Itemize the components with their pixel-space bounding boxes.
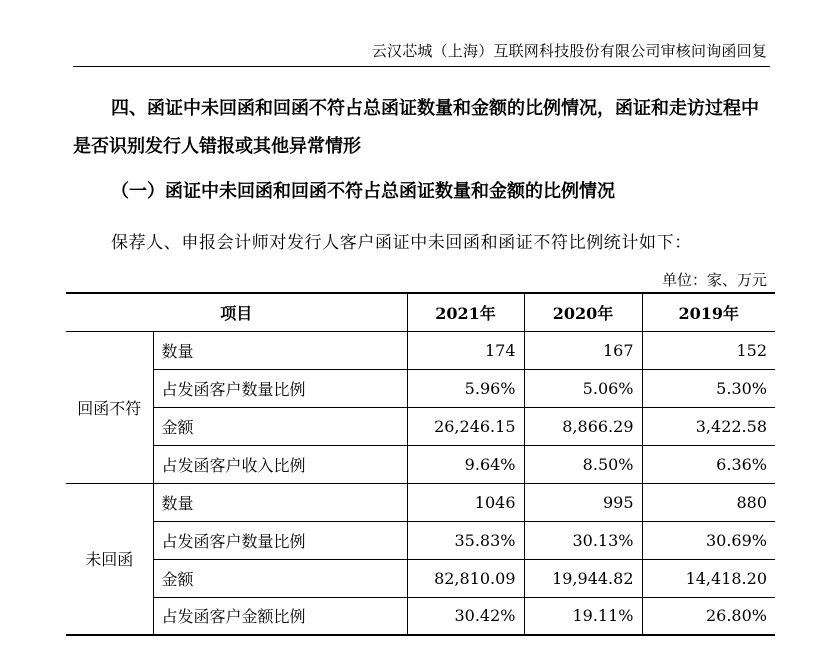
table-row xyxy=(66,559,775,597)
table-row xyxy=(66,331,775,369)
confirmation-ratio-table xyxy=(66,292,775,636)
row-item-label: 占发函客户数量比例 xyxy=(153,521,407,559)
table-row xyxy=(66,445,775,483)
row-group-label: 未回函 xyxy=(66,483,153,635)
cell-2020: 30.13% xyxy=(524,521,642,559)
row-group-label: 回函不符 xyxy=(66,331,153,483)
header-divider xyxy=(73,66,770,67)
row-item-label: 占发函客户收入比例 xyxy=(153,445,407,483)
cell-2020: 8,866.29 xyxy=(524,407,642,445)
table-row xyxy=(66,369,775,407)
cell-2021: 35.83% xyxy=(407,521,524,559)
cell-2019: 30.69% xyxy=(642,521,775,559)
column-header-item: 项目 xyxy=(66,293,407,331)
cell-2020: 19.11% xyxy=(524,597,642,635)
cell-2019: 3,422.58 xyxy=(642,407,775,445)
cell-2020: 19,944.82 xyxy=(524,559,642,597)
cell-2020: 995 xyxy=(524,483,642,521)
document-header: 云汉芯城（上海）互联网科技股份有限公司审核问询函回复 xyxy=(371,42,767,60)
cell-2020: 167 xyxy=(524,331,642,369)
table-header-row xyxy=(66,293,775,331)
intro-paragraph: 保荐人、申报会计师对发行人客户函证中未回函和函证不符比例统计如下： xyxy=(111,233,692,253)
row-item-label: 金额 xyxy=(153,407,407,445)
cell-2019: 880 xyxy=(642,483,775,521)
cell-2019: 6.36% xyxy=(642,445,775,483)
row-item-label: 数量 xyxy=(153,483,407,521)
cell-2021: 174 xyxy=(407,331,524,369)
cell-2020: 5.06% xyxy=(524,369,642,407)
row-item-label: 占发函客户金额比例 xyxy=(153,597,407,635)
unit-label: 单位：家、万元 xyxy=(661,271,767,289)
subsection-heading: （一）函证中未回函和回函不符占总函证数量和金额的比例情况 xyxy=(111,181,615,202)
cell-2021: 82,810.09 xyxy=(407,559,524,597)
column-header-2019: 2019年 xyxy=(642,293,775,331)
cell-2019: 5.30% xyxy=(642,369,775,407)
column-header-2020: 2020年 xyxy=(524,293,642,331)
table-row xyxy=(66,483,775,521)
row-item-label: 数量 xyxy=(153,331,407,369)
row-item-label: 占发函客户数量比例 xyxy=(153,369,407,407)
cell-2021: 26,246.15 xyxy=(407,407,524,445)
table-row xyxy=(66,407,775,445)
cell-2021: 1046 xyxy=(407,483,524,521)
cell-2019: 152 xyxy=(642,331,775,369)
cell-2021: 9.64% xyxy=(407,445,524,483)
row-item-label: 金额 xyxy=(153,559,407,597)
table-row xyxy=(66,521,775,559)
cell-2021: 5.96% xyxy=(407,369,524,407)
section-heading: 四、函证中未回函和回函不符占总函证数量和金额的比例情况，函证和走访过程中是否识别发行人错报或其他异常情形 xyxy=(73,98,759,157)
cell-2019: 26.80% xyxy=(642,597,775,635)
table-row xyxy=(66,597,775,635)
cell-2019: 14,418.20 xyxy=(642,559,775,597)
cell-2021: 30.42% xyxy=(407,597,524,635)
cell-2020: 8.50% xyxy=(524,445,642,483)
column-header-2021: 2021年 xyxy=(407,293,524,331)
